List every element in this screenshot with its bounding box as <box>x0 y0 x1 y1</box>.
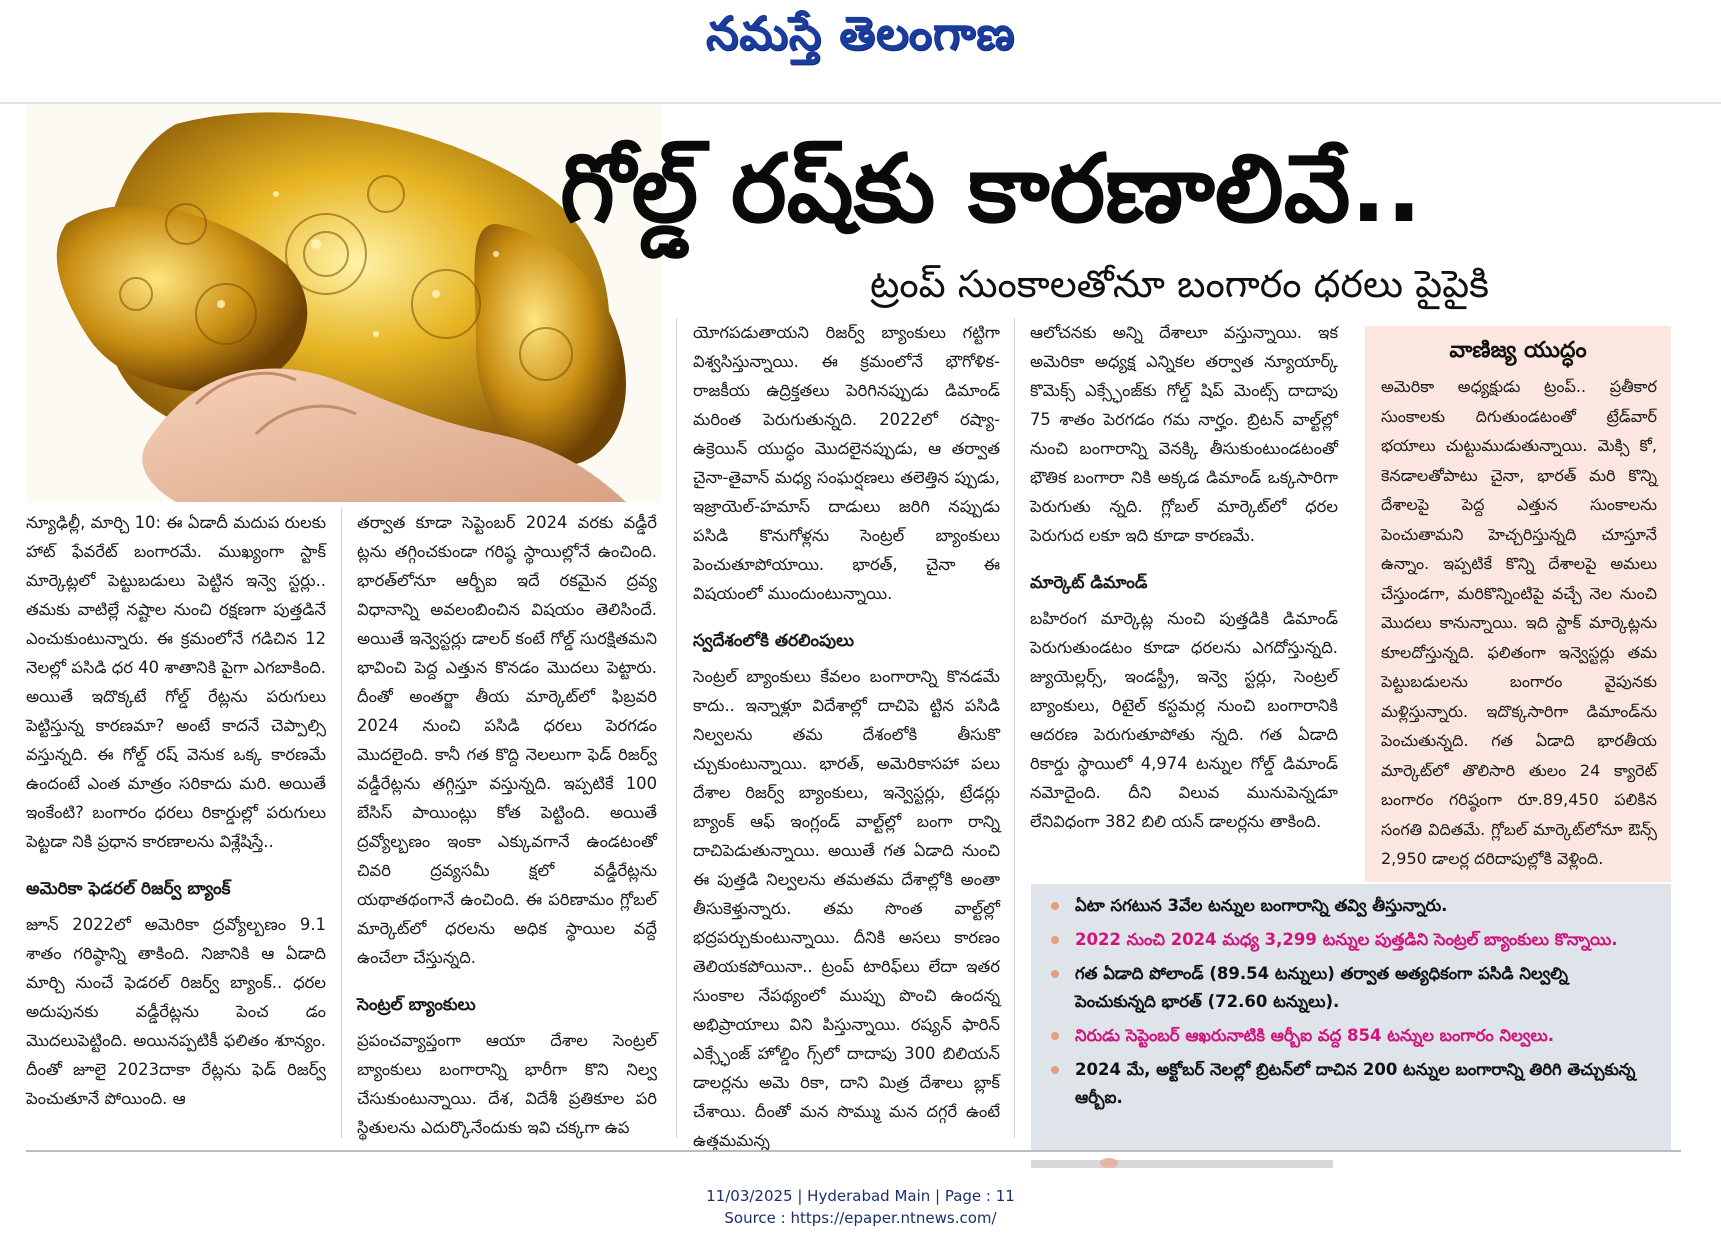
subheadline: ట్రంప్ సుంకాలతోనూ బంగారం ధరలు పైపైకి <box>870 262 1490 306</box>
section-body-central-banks: ప్రపంచవ్యాప్తంగా ఆయా దేశాల సెంట్రల్ బ్యాంకులు బంగారాన్ని భారీగా కొని నిల్వ చేసుకుంటున్నాయి. దేశ, విదేశీ ప్రతికూల పరి స్థితులను ఎదుర్కొనేందుకు ఇవి చక్కగా ఉప <box>357 1031 657 1137</box>
sidebar-title: వాణిజ్య యుద్ధం <box>1449 338 1587 363</box>
fact-text: 2022 నుంచి 2024 మధ్య 3,299 టన్నుల పుత్తడిని సెంట్రల్ బ్యాంకులు కొన్నాయి. <box>1075 930 1618 949</box>
next-article-strip <box>1031 1160 1333 1168</box>
masthead-logo: నమస్తే తెలంగాణ <box>705 6 1016 60</box>
bullet-icon <box>1051 936 1059 944</box>
facts-box <box>1031 884 1671 1152</box>
section-title-central-banks: సెంట్రల్ బ్యాంకులు <box>357 995 476 1015</box>
column-divider <box>1014 318 1015 1138</box>
article-body: యోగపడుతాయని రిజర్వ్ బ్యాంకులు గట్టిగా విశ్వసిస్తున్నాయి. ఈ క్రమంలోనే భౌగోళిక-రాజకీయ ఉద్రిక్తతలు పెరిగినప్పుడు డిమాండ్ మరింత పెరుగుతున్నది. 2022లో రష్యా-ఉక్రెయిన్ యుద్ధం మొదలైనప్పుడు, ఆ తర్వాత చైనా-తైవాన్ మధ్య సంఘర్షణలు తలెత్తిన ప్పుడు, ఇజ్రాయెల్-హమాస్ దాడులు జరిగి నప్పుడు పసిడి కొనుగోళ్లను సెంట్రల్ బ్యాంకులు పెంచుతూపోయాయి. భారత్, చైనా ఈ విషయంలో ముందుంటున్నాయి. <box>693 323 1000 603</box>
fact-text: 2024 మే, అక్టోబర్ నెలల్లో బ్రిటన్‌లో దాచిన 200 టన్నుల బంగారాన్ని తిరిగి తెచ్చుకున్న ఆర్బీఐ. <box>1075 1060 1636 1107</box>
page-bottom-rule <box>26 1150 1681 1152</box>
section-title-market-demand: మార్కెట్ డిమాండ్ <box>1030 573 1148 593</box>
article-body: ఆలోచనకు అన్ని దేశాలూ వస్తున్నాయి. ఇక అమెరికా అధ్యక్ష ఎన్నికల తర్వాత న్యూయార్క్ కొమెక్స్ ఎక్స్ఛేంజ్‌కు గోల్డ్ షిప్ మెంట్స్ దాదాపు 75 శాతం పెరగడం గమ నార్హం. బ్రిటన్ వాల్ట్‌ల్లో నుంచి బంగారాన్ని వెనక్కి తీసుకుంటుండటంతో భౌతిక బంగారా నికి అక్కడ డిమాండ్ ఒక్కసారిగా పెరుగుతు న్నది. గ్లోబల్ మార్కెట్‌లో ధరల పెరుగుద లకూ ఇది కూడా కారణమే. <box>1030 323 1339 545</box>
section-title-repatriation: స్వదేశంలోకి తరలింపులు <box>693 631 855 651</box>
article-intro: న్యూఢిల్లీ, మార్చి 10: ఈ ఏడాదీ మదుప రులకు హాట్ ఫేవరేట్ బంగారమే. ముఖ్యంగా స్టాక్ మార్కెట్లలో పెట్టుబడులు పెట్టిన ఇన్వె స్టర్లు.. తమకు వాటిల్లే నష్టాల నుంచి రక్షణగా పుత్తడినే ఎంచుకుంటున్నారు. ఈ క్రమంలోనే గడిచిన 12 నెలల్లో పసిడి ధర 40 శాతానికి పైగా ఎగబాకింది. అయితే ఇదొక్కటే గోల్డ్ రేట్లను పరుగులు పెట్టిస్తున్న కారణమా? అంటే కాదనే చెప్పాల్సి వస్తున్నది. ఈ గోల్డ్ రష్ వెనుక ఒక్క కారణమే ఉందంటే ఎంత మాత్రం సరికాదు మరి. అయితే ఇంకేంటి? బంగారం ధరలు రికార్డుల్లో పరుగులు పెట్టడా నికి ప్రధాన కారణాలను విశ్లేషిస్తే.. <box>26 513 326 851</box>
bullet-icon <box>1051 1066 1059 1074</box>
section-title-fed-reserve: అమెరికా ఫెడరల్ రిజర్వ్ బ్యాంక్ <box>26 879 231 899</box>
fact-item <box>1045 960 1653 1016</box>
fact-text: నిరుడు సెప్టెంబర్ ఆఖరునాటికి ఆర్బీఐ వద్ద 854 టన్నుల బంగారం నిల్వలు. <box>1075 1026 1555 1045</box>
column-divider <box>341 508 342 1138</box>
article-column-2 <box>357 508 657 1142</box>
fact-text: ఏటా సగటున 3వేల టన్నుల బంగారాన్ని తవ్వి తీస్తున్నారు. <box>1075 896 1448 915</box>
fact-text: గత ఏడాది పోలాండ్ (89.54 టన్నులు) తర్వాత అత్యధికంగా పసిడి నిల్వల్ని పెంచుకున్నది భారత్ (72.60 టన్నులు). <box>1075 964 1568 1011</box>
article-column-4 <box>1030 318 1338 836</box>
article-body: తర్వాత కూడా సెప్టెంబర్ 2024 వరకు వడ్డీరే ట్లను తగ్గించకుండా గరిష్ఠ స్థాయిల్లోనే ఉంచింది. భారత్‌లోనూ ఆర్బీఐ ఇదే రకమైన ద్రవ్య విధానాన్ని అవలంబించిన విషయం తెలిసిందే. అయితే ఇన్వెస్టర్లు డాలర్ కంటే గోల్డ్ సురక్షితమని భావించి పెద్ద ఎత్తున కొనడం మొదలు పెట్టారు. దీంతో అంతర్జా తీయ మార్కెట్‌లో ఫిబ్రవరి 2024 నుంచి పసిడి ధరలు పెరగడం మొదలైంది. కానీ గత కొద్ది నెలలుగా ఫెడ్ రిజర్వ్ వడ్డీరేట్లను తగ్గిస్తూ వస్తున్నది. ఇప్పటికే 100 బేసిస్ పాయింట్లు కోత పెట్టింది. అయితే ద్రవ్యోల్బణం ఇంకా ఎక్కువగానే ఉండటంతో చివరి ద్రవ్యసమీ క్షలో వడ్డీరేట్లను యథాతథంగానే ఉంచింది. ఈ పరిణామం గ్లోబల్ మార్కెట్‌లో ధరలను అధిక స్థాయిల వద్దే ఉంచేలా చేస్తున్నది. <box>357 513 657 967</box>
sidebar-body: అమెరికా అధ్యక్షుడు ట్రంప్.. ప్రతీకార సుంకాలకు దిగుతుండటంతో ట్రేడ్‌వార్ భయాలు చుట్టుముడుతున్నాయి. మెక్సి కో, కెనడాలతోపాటు చైనా, భారత్ మరి కొన్ని దేశాలపై పెద్ద ఎత్తున సుంకాలను పెంచుతామని హెచ్చరిస్తున్నది చూస్తూనే ఉన్నాం. ఇప్పటికే కొన్ని దేశాలపై అమలు చేస్తుండగా, మరికొన్నింటిపై వచ్చే నెల నుంచి మొదలు కానున్నాయి. ఇది స్టాక్ మార్కెట్లను కూలదోస్తున్నది. ఫలితంగా ఇన్వెస్టర్లు తమ పెట్టుబడులను బంగారం వైపునకు మళ్లిస్తున్నారు. ఇదొక్కసారిగా డిమాండ్‌ను పెంచుతున్నది. గత ఏడాది భారతీయ మార్కెట్‌లో తొలిసారి తులం 24 క్యారెట్ బంగారం గరిష్ఠంగా రూ.89,450 పలికిన సంగతి విదితమే. గ్లోబల్ మార్కెట్‌లోనూ ఔన్స్ 2,950 డాలర్ల దరిదాపుల్లోకి వెళ్లింది. <box>1381 377 1657 868</box>
source-link[interactable]: Source : https://epaper.ntnews.com/ <box>724 1209 997 1227</box>
page-footer <box>0 1185 1721 1229</box>
fact-item <box>1045 1022 1653 1050</box>
column-divider <box>676 318 677 1138</box>
section-body-market-demand: బహిరంగ మార్కెట్ల నుంచి పుత్తడికి డిమాండ్ పెరుగుతుండటం కూడా ధరలను ఎగదోస్తున్నది. జ్యుయెల్లర్స్, ఇండస్ట్రీ, ఇన్వె స్టర్లు, సెంట్రల్ బ్యాంకులు, రిటైల్ కస్టమర్ల నుంచి బంగారానికి ఆదరణ పెరుగుతూపోతు న్నది. గత ఏడాది రికార్డు స్థాయిలో 4,974 టన్నుల గోల్డ్ డిమాండ్ నమోదైంది. దీని విలువ మునుపెన్నడూ లేనివిధంగా 382 బిలి యన్ డాలర్లను తాకింది. <box>1030 609 1338 831</box>
bullet-icon <box>1051 1032 1059 1040</box>
headline: గోల్డ్ రష్‌కు కారణాలివే.. <box>560 135 1422 244</box>
fact-item <box>1045 1056 1653 1112</box>
edition-info: 11/03/2025 | Hyderabad Main | Page : 11 <box>706 1187 1015 1205</box>
bullet-icon <box>1051 970 1059 978</box>
bullet-icon <box>1051 902 1059 910</box>
article-column-1 <box>26 508 326 1113</box>
fact-item <box>1045 892 1653 920</box>
trade-war-sidebar <box>1365 326 1671 882</box>
next-article-thumbnail <box>1100 1158 1118 1168</box>
section-body-fed-reserve: జూన్ 2022లో అమెరికా ద్రవ్యోల్బణం 9.1 శాతం గరిష్ఠాన్ని తాకింది. నిజానికి ఆ ఏడాది మార్చి నుంచే ఫెడరల్ రిజర్వ్ బ్యాంక్.. ధరల అదుపునకు వడ్డీరేట్లను పెంచ డం మొదలుపెట్టింది. అయినప్పటికీ ఫలితం శూన్యం. దీంతో జూలై 2023దాకా రేట్లను ఫెడ్ రిజర్వ్ పెంచుతూనే పోయింది. ఆ <box>26 915 326 1108</box>
article-column-3 <box>693 318 1000 1155</box>
section-body-repatriation: సెంట్రల్ బ్యాంకులు కేవలం బంగారాన్ని కొనడమే కాదు.. ఇన్నాళ్లూ విదేశాల్లో దాచిపె ట్టిన పసిడి నిల్వలను తమ దేశంలోకి తీసుకొ చ్చుకుంటున్నాయి. భారత్, అమెరికాసహా పలు దేశాల రిజర్వ్ బ్యాంకులు, ఇన్వెస్టర్లు, ట్రేడర్లు బ్యాంక్ ఆఫ్ ఇంగ్లండ్ వాల్ట్‌ల్లో బంగా రాన్ని దాచిపెడుతున్నాయి. అయితే గత ఏడాది నుంచి ఈ పుత్తడి నిల్వలను తమతమ దేశాల్లోకి అంతా తీసుకెళ్తున్నారు. తమ సొంత వాల్ట్‌ల్లో భద్రపర్చుకుంటున్నాయి. దీనికి అసలు కారణం తెలియకపోయినా.. ట్రంప్ టారిఫ్‌లు లేదా ఇతర సుంకాల నేపథ్యంలో ముప్పు పొంచి ఉందన్న అభిప్రాయాలు విని పిస్తున్నాయి. రష్యన్ ఫారిన్ ఎక్స్ఛేంజ్ హోల్డిం గ్స్‌లో దాదాపు 300 బిలియన్ డాలర్లను అమె రికా, దాని మిత్ర దేశాలు బ్లాక్ చేశాయి. దీంతో మన సొమ్ము మన దగ్గరే ఉంటే ఉత్తమమన్న <box>693 667 1000 1150</box>
fact-item <box>1045 926 1653 954</box>
